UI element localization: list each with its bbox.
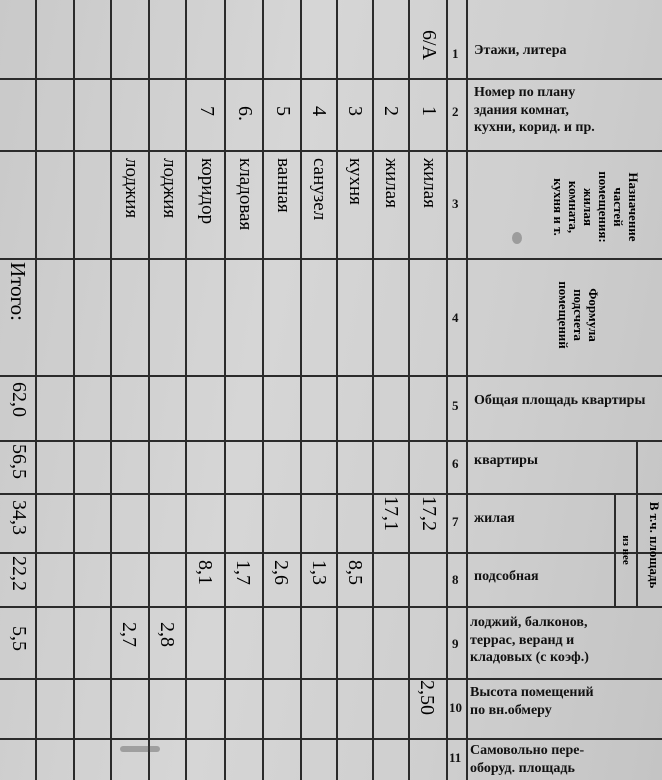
rule <box>372 0 374 780</box>
col-num-6: 6 <box>452 456 459 471</box>
total-living: 34,3 <box>8 500 30 535</box>
rule <box>0 258 662 260</box>
rule <box>0 606 662 608</box>
col-title-total-area: Общая площадь квартиры <box>474 393 646 408</box>
total-area: 62,0 <box>8 382 30 417</box>
room-num: 3 <box>344 106 366 116</box>
aux-area: 2,6 <box>270 560 292 585</box>
col-title-purpose: Назначение частей помещения: жилая комната, кухня и т. <box>551 171 641 243</box>
room-num: 1 <box>418 106 440 116</box>
loggia-area: 2,8 <box>156 622 178 647</box>
room-num: 2 <box>380 106 402 116</box>
col-title-room-number: Номер по плану здания комнат, кухни, корид. и пр. <box>474 85 595 135</box>
ink-mark <box>512 232 522 244</box>
col-num-3: 3 <box>452 196 459 211</box>
rule <box>0 150 662 152</box>
rule <box>466 0 468 780</box>
living-area: 17,1 <box>380 496 402 531</box>
group-header-incl-area: В т.ч. площадь <box>647 501 662 589</box>
total-aux: 22,2 <box>8 556 30 591</box>
col-title-height: Высота помещений по вн.обмеру <box>470 685 594 718</box>
rule <box>408 0 410 780</box>
rule <box>224 0 226 780</box>
rule <box>614 493 616 606</box>
totals-label: Итого: <box>6 262 30 321</box>
aux-area: 1,7 <box>232 560 254 585</box>
col-num-7: 7 <box>452 514 459 529</box>
aux-area: 1,3 <box>308 560 330 585</box>
rule <box>0 738 662 740</box>
col-num-4: 4 <box>452 310 459 325</box>
rule <box>0 375 662 377</box>
room-num: 4 <box>308 106 330 116</box>
room-name: кухня <box>345 158 366 205</box>
rule <box>336 0 338 780</box>
room-name: коридор <box>197 158 218 225</box>
col-num-11: 11 <box>449 750 462 765</box>
group-header-of-which: из нее <box>620 535 632 565</box>
col-num-5: 5 <box>452 398 459 413</box>
room-name: ванная <box>273 158 294 213</box>
room-num: 6. <box>234 106 256 121</box>
col-num-1: 1 <box>452 46 459 61</box>
total-apartment: 56,5 <box>8 444 30 479</box>
col-title-formula: Формула подсчета помещений <box>556 281 601 349</box>
rule <box>185 0 187 780</box>
room-name: жилая <box>381 158 402 208</box>
col-title-apartment: квартиры <box>474 453 538 468</box>
rule <box>35 0 37 780</box>
room-name: кладовая <box>235 158 256 231</box>
rule <box>148 0 150 780</box>
col-num-8: 8 <box>452 572 459 587</box>
aux-area: 8,5 <box>344 560 366 585</box>
col-title-unauthorized: Самовольно пере- оборуд. площадь <box>470 743 585 776</box>
living-area: 17,2 <box>418 496 440 531</box>
col-num-2: 2 <box>452 104 459 119</box>
room-name: санузел <box>309 158 330 221</box>
rule <box>0 78 662 80</box>
total-loggia: 5,5 <box>8 626 30 651</box>
aux-area: 8,1 <box>194 560 216 585</box>
col-num-10: 10 <box>449 700 462 715</box>
room-name: жилая <box>419 158 440 208</box>
loggia-area: 2,7 <box>118 622 140 647</box>
ink-mark <box>120 746 160 752</box>
rule <box>110 0 112 780</box>
room-num: 7 <box>196 106 218 116</box>
col-title-floors: Этажи, литера <box>474 43 567 58</box>
col-title-loggias: лоджий, балконов, террас, веранд и кладовых (с коэф.) <box>470 615 589 665</box>
floor-label: 6/А <box>418 30 440 60</box>
ceiling-height: 2,50 <box>416 680 438 715</box>
room-name: лоджия <box>159 158 180 219</box>
rule <box>0 440 662 442</box>
room-name: лоджия <box>121 158 142 219</box>
rule <box>0 678 662 680</box>
rule <box>0 552 662 554</box>
rule <box>73 0 75 780</box>
rule <box>0 493 662 495</box>
rule <box>446 0 448 780</box>
rule <box>300 0 302 780</box>
col-title-living: жилая <box>474 511 515 526</box>
col-title-aux: подсобная <box>474 569 539 584</box>
rule <box>636 440 638 606</box>
col-num-9: 9 <box>452 636 459 651</box>
room-num: 5 <box>272 106 294 116</box>
rule <box>262 0 264 780</box>
